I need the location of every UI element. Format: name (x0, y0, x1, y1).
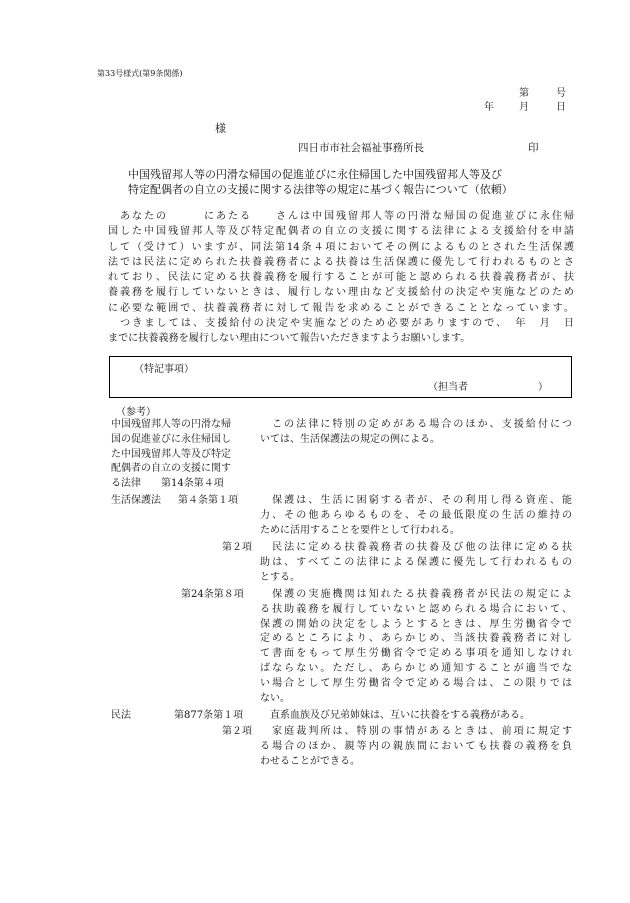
remarks-title: （特記事項） (134, 364, 194, 375)
body-line: 養義務を履行していないときは、履行しない理由など支援給付の決定や実施などのため (108, 287, 574, 299)
office-name: 四日市市社会福祉事務所長 (298, 142, 424, 154)
law3-b-text (260, 725, 572, 769)
law2-a-text (260, 494, 572, 538)
law1-name (111, 418, 251, 492)
law2-c-text-line: る扶助義務を履行していないと認められる場合において、 (260, 603, 572, 615)
addressee-sama: 様 (215, 122, 226, 135)
title-line-1: 中国残留邦人等の円滑な帰国の促進並びに永住帰国した中国残留邦人等及び (128, 168, 502, 181)
body-line: れており、民法に定める扶養義務を履行することが可能と認められる扶養義務者が、扶 (108, 272, 574, 284)
law1-text-line: いては、生活保護法の規定の例による。 (260, 433, 440, 445)
law2-c-text-line: て書面をもって厚生労働省令で定める事項を通知しなけれ (260, 648, 572, 660)
law3-name (111, 709, 131, 724)
number-label-go: 号 (556, 88, 566, 99)
law2-c-article (181, 588, 244, 603)
reference-label: （参考） (116, 407, 156, 418)
law1-name-line: 配偶者の自立の支援に関す (111, 463, 231, 475)
title-line-2: 特定配偶者の自立の支援に関する法律等の規定に基づく報告について（依頼） (128, 183, 513, 196)
body-line: あなたの にあたる さんは中国残留邦人等の円滑な帰国の促進並びに永住帰 (108, 211, 574, 222)
law2-c-article-text: 第24条第８項 (181, 589, 244, 600)
law2-c-text-line: 保護の実施機関は知れたる扶養義務者が民法の規定によ (260, 589, 572, 600)
seal-mark: 印 (528, 142, 539, 154)
law3-b-article-text: 第２項 (222, 726, 252, 737)
body-line: までに扶養義務を履行しない理由について報告いただきますようお願いします。 (108, 333, 471, 345)
body-line: 国した中国残留邦人等及び特定配偶者の自立の支援に関する法律による支援給付を申請 (108, 226, 574, 238)
date-day-label: 日 (556, 102, 566, 113)
law2-name (111, 494, 161, 509)
law2-b-article-text: 第２項 (222, 542, 252, 553)
law1-text (260, 418, 572, 448)
law2-c-text-line: ばならない。ただし、あらかじめ通知することが適当でな (260, 662, 572, 674)
law1-name-line: た中国残留邦人等及び特定 (111, 448, 231, 460)
law2-b-text-line: 民法に定める扶養義務者の扶養及び他の法律に定める扶 (260, 542, 572, 553)
contact-person: （担当者 ） (428, 382, 548, 393)
law1-name-line: る法律 第14条第４項 (111, 478, 224, 490)
law2-c-text-line: ない。 (260, 692, 290, 704)
law3-a-text (260, 709, 572, 724)
law3-a-text-line: 直系血族及び兄弟姉妹は、互いに扶養をする義務がある。 (260, 710, 530, 721)
law1-text-line: この法律に特別の定めがある場合のほか、支援給付につ (260, 419, 572, 430)
law2-c-text (260, 588, 572, 706)
law2-b-text (260, 541, 572, 585)
number-label-dai: 第 (519, 88, 529, 99)
law3-b-text-line: 家庭裁判所は、特別の事情があるときは、前項に規定す (260, 726, 572, 737)
law2-c-text-line: 定めるところにより、あらかじめ、当該扶養義務者に対し (260, 633, 572, 645)
date-month-label: 月 (519, 102, 529, 113)
law3-a-article (174, 709, 243, 724)
law3-b-text-line: る場合のほか、親等内の親族間においても扶養の義務を負 (260, 740, 572, 752)
law2-a-article-text: 第４条第１項 (178, 495, 238, 506)
body-line: つきましては、支援給付の決定や実施などのため必要がありますので、 年 月 日 (108, 318, 574, 330)
law2-a-text-line: ために活用することを要件として行われる。 (260, 524, 460, 536)
body-line: して（受けて）いますが、同法第14条４項においてその例によるものとされた生活保護 (108, 241, 574, 253)
law3-b-text-line: わせることができる。 (260, 755, 360, 767)
body-paragraph (108, 209, 574, 347)
law2-name-text: 生活保護法 (111, 495, 161, 506)
law3-b-article (222, 725, 252, 740)
law2-b-text-line: とする。 (260, 571, 300, 583)
body-line: 法では民法に定められた扶養義務者による扶養は生活保護に優先して行われるものとさ (108, 256, 574, 268)
law2-a-text-line: 保護は、生活に困窮する者が、その利用し得る資産、能 (260, 495, 572, 506)
remarks-box (109, 356, 572, 398)
law3-a-article-text: 第877条第１項 (174, 710, 244, 721)
form-number: 第33号様式(第9条関係) (97, 69, 183, 78)
law2-a-article (178, 494, 238, 509)
body-line: に必要な範囲で、扶養義務者に対して報告を求めることができることとなっています。 (108, 302, 574, 314)
law2-c-text-line: い場合として厚生労働省令で定める場合は、この限りでは (260, 677, 572, 689)
law2-a-text-line: 力、その他あらゆるものを、その最低限度の生活の維持の (260, 509, 572, 521)
law2-b-article (222, 541, 252, 556)
law2-b-text-line: 助は、すべてこの法律による保護に優先して行われるもの (260, 556, 572, 568)
law2-c-text-line: 保護の開始の決定をしようとするときは、厚生労働省令で (260, 618, 572, 630)
law1-name-line: 中国残留邦人等の円滑な帰 (111, 419, 231, 430)
law3-name-text: 民法 (111, 710, 131, 721)
law1-name-line: 国の促進並びに永住帰国し (111, 433, 231, 445)
date-year-label: 年 (484, 102, 494, 113)
